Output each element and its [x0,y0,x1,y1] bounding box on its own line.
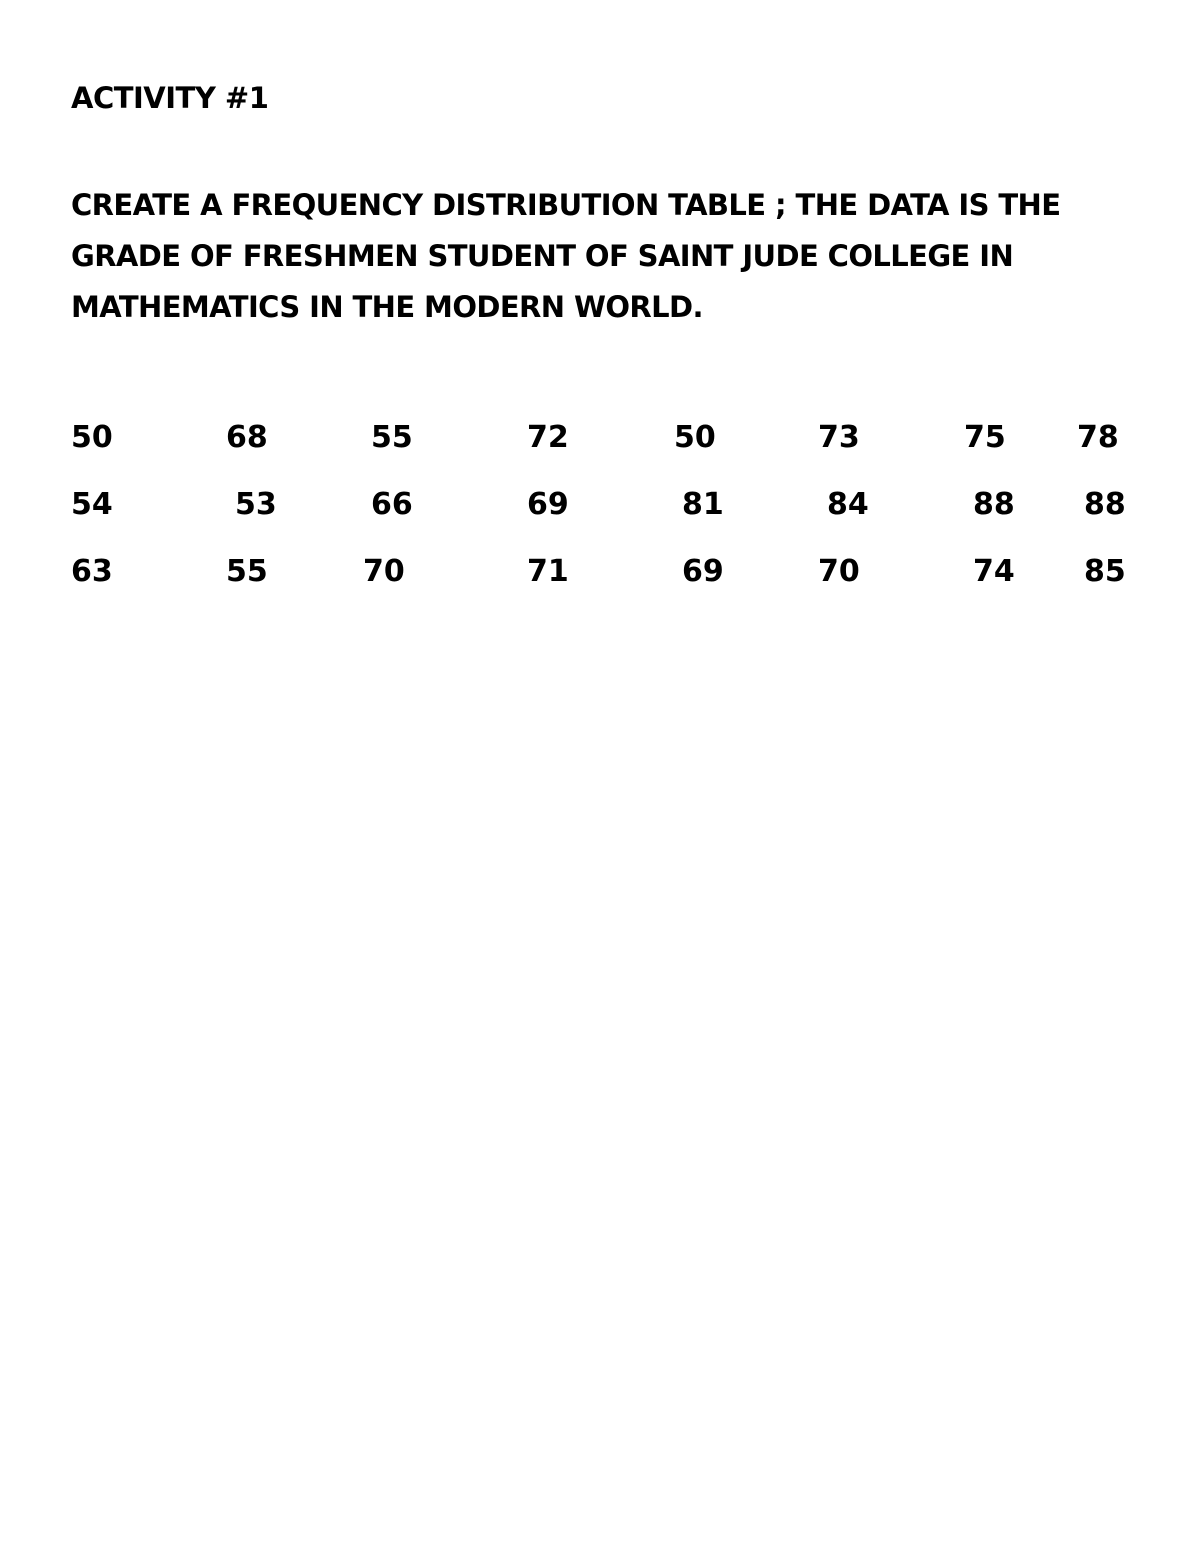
grade-value: 69 [682,554,724,589]
grade-value: 70 [363,554,405,589]
grade-value: 55 [226,554,268,589]
instruction-line: GRADE OF FRESHMEN STUDENT OF SAINT JUDE COLLEGE IN [71,239,1014,273]
grade-value: 70 [818,554,860,589]
grade-value: 69 [527,487,569,522]
grade-value: 73 [818,420,860,455]
grade-value: 71 [527,554,569,589]
grade-value: 66 [371,487,413,522]
grade-value: 54 [71,487,113,522]
grade-value: 84 [827,487,869,522]
grade-value: 53 [235,487,277,522]
grade-value: 75 [964,420,1006,455]
grade-value: 88 [973,487,1015,522]
grade-value: 55 [371,420,413,455]
grade-value: 78 [1077,420,1119,455]
instruction-line: CREATE A FREQUENCY DISTRIBUTION TABLE ; THE DATA IS THE [71,188,1061,222]
grade-value: 81 [682,487,724,522]
grade-value: 50 [71,420,113,455]
grade-value: 63 [71,554,113,589]
grade-value: 50 [674,420,716,455]
grade-value: 68 [226,420,268,455]
grades-data [0,0,1200,700]
instruction-line: MATHEMATICS IN THE MODERN WORLD. [71,290,703,324]
grade-value: 85 [1084,554,1126,589]
grade-value: 72 [527,420,569,455]
activity-title: ACTIVITY #1 [71,81,269,115]
grade-value: 74 [973,554,1015,589]
grade-value: 88 [1084,487,1126,522]
